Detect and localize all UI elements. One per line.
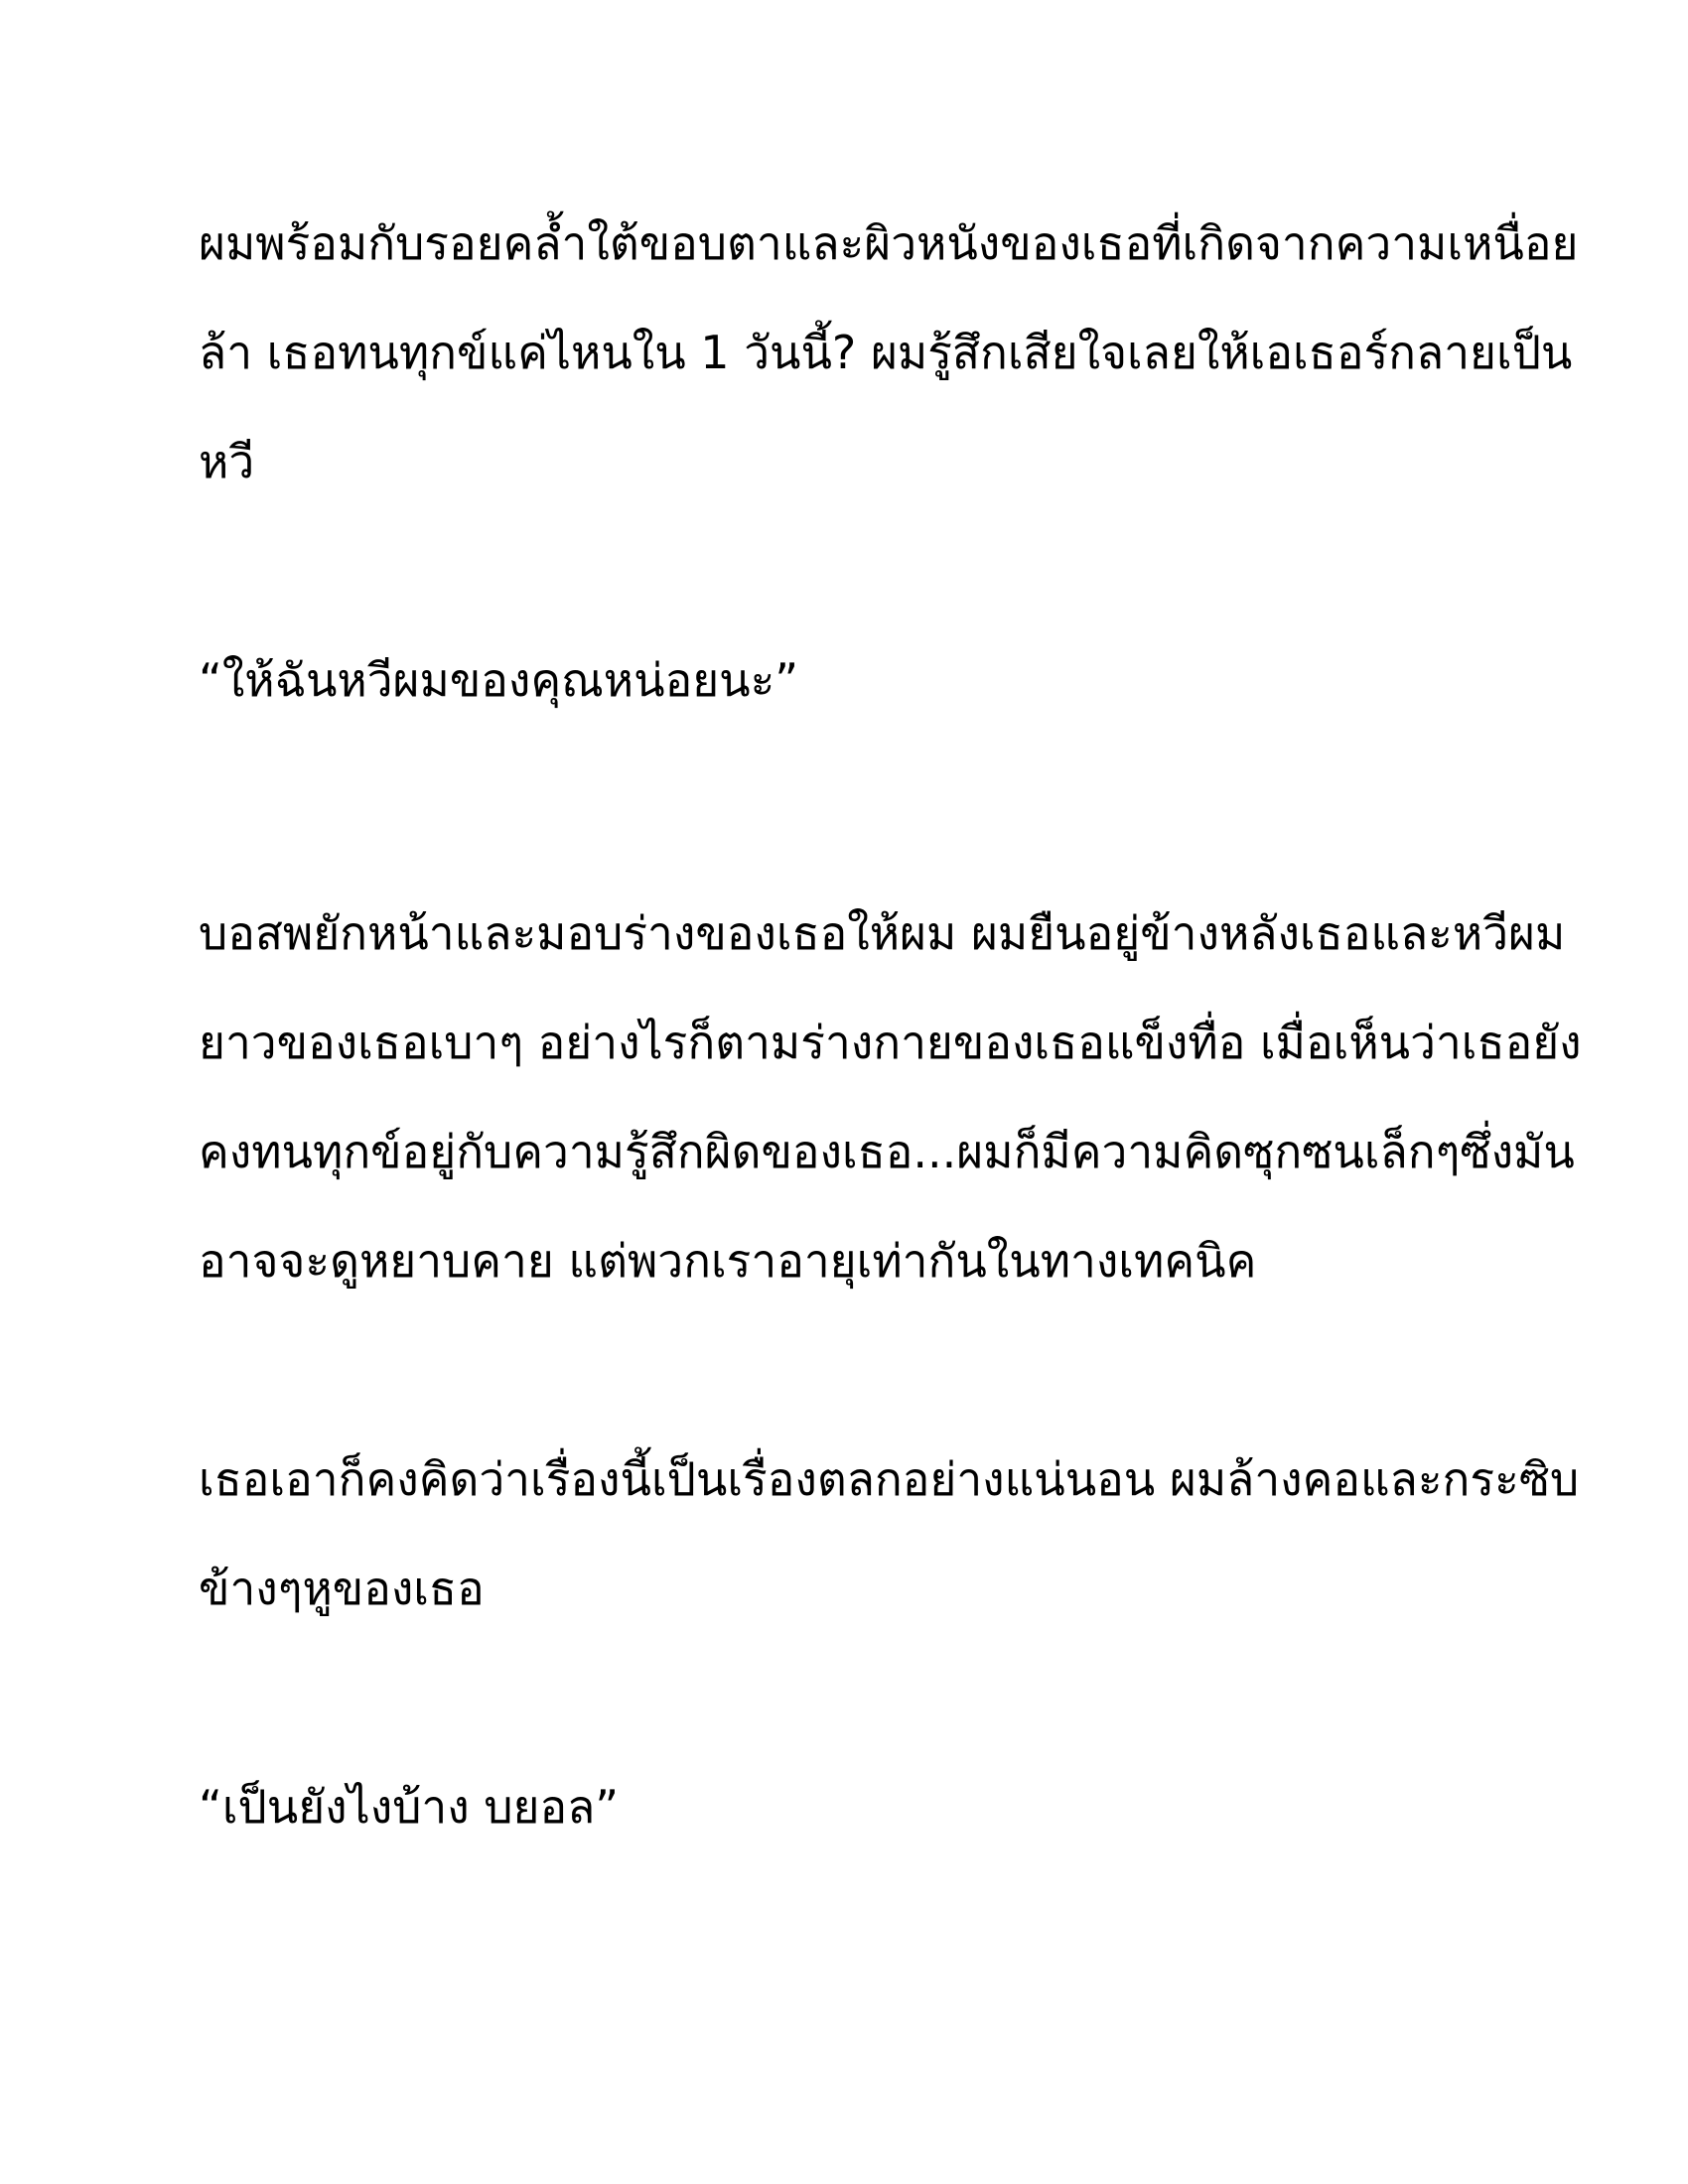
text-line: หวี: [199, 435, 255, 488]
paragraph-1: [199, 189, 1579, 516]
paragraph-4: [199, 1425, 1580, 1643]
text-line: ล้า เธอทนทุกข์แค่ไหนใน 1 วันนี้? ผมรู้สึกเสียใจเลยให้เอเธอร์กลายเป็น: [199, 326, 1573, 379]
text-line: ยาวของเธอเบาๆ อย่างไรก็ตามร่างกายของเธอแข็งทื่อ เมื่อเห็นว่าเธอยัง: [199, 1016, 1582, 1069]
text-line: เธอเอาก็คงคิดว่าเรื่องนี้เป็นเรื่องตลกอย่างแน่นอน ผมล้างคอและกระซิบ: [199, 1452, 1580, 1506]
text-line: “เป็นยังไงบ้าง บยอล”: [199, 1780, 620, 1834]
text-line: ผมพร้อมกับรอยคล้ำใต้ขอบตาและผิวหนังของเธอที่เกิดจากความเหนื่อย: [199, 216, 1579, 270]
paragraph-3: [199, 879, 1582, 1315]
text-line: บอสพยักหน้าและมอบร่างของเธอให้ผม ผมยืนอยู่ข้างหลังเธอและหวีผม: [199, 906, 1566, 960]
paragraph-5-dialogue: [199, 1752, 1509, 1861]
text-line: อาจจะดูหยาบคาย แต่พวกเราอายุเท่ากันในทางเทคนิค: [199, 1234, 1257, 1288]
paragraph-2-dialogue: [199, 625, 1509, 735]
text-line: คงทนทุกข์อยู่กับความรู้สึกผิดของเธอ...ผมก็มีความคิดซุกซนเล็กๆซึ่งมัน: [199, 1125, 1575, 1178]
text-line: “ให้ฉันหวีผมของคุณหน่อยนะ”: [199, 653, 799, 707]
text-line: ข้างๆหูของเธอ: [199, 1562, 485, 1615]
